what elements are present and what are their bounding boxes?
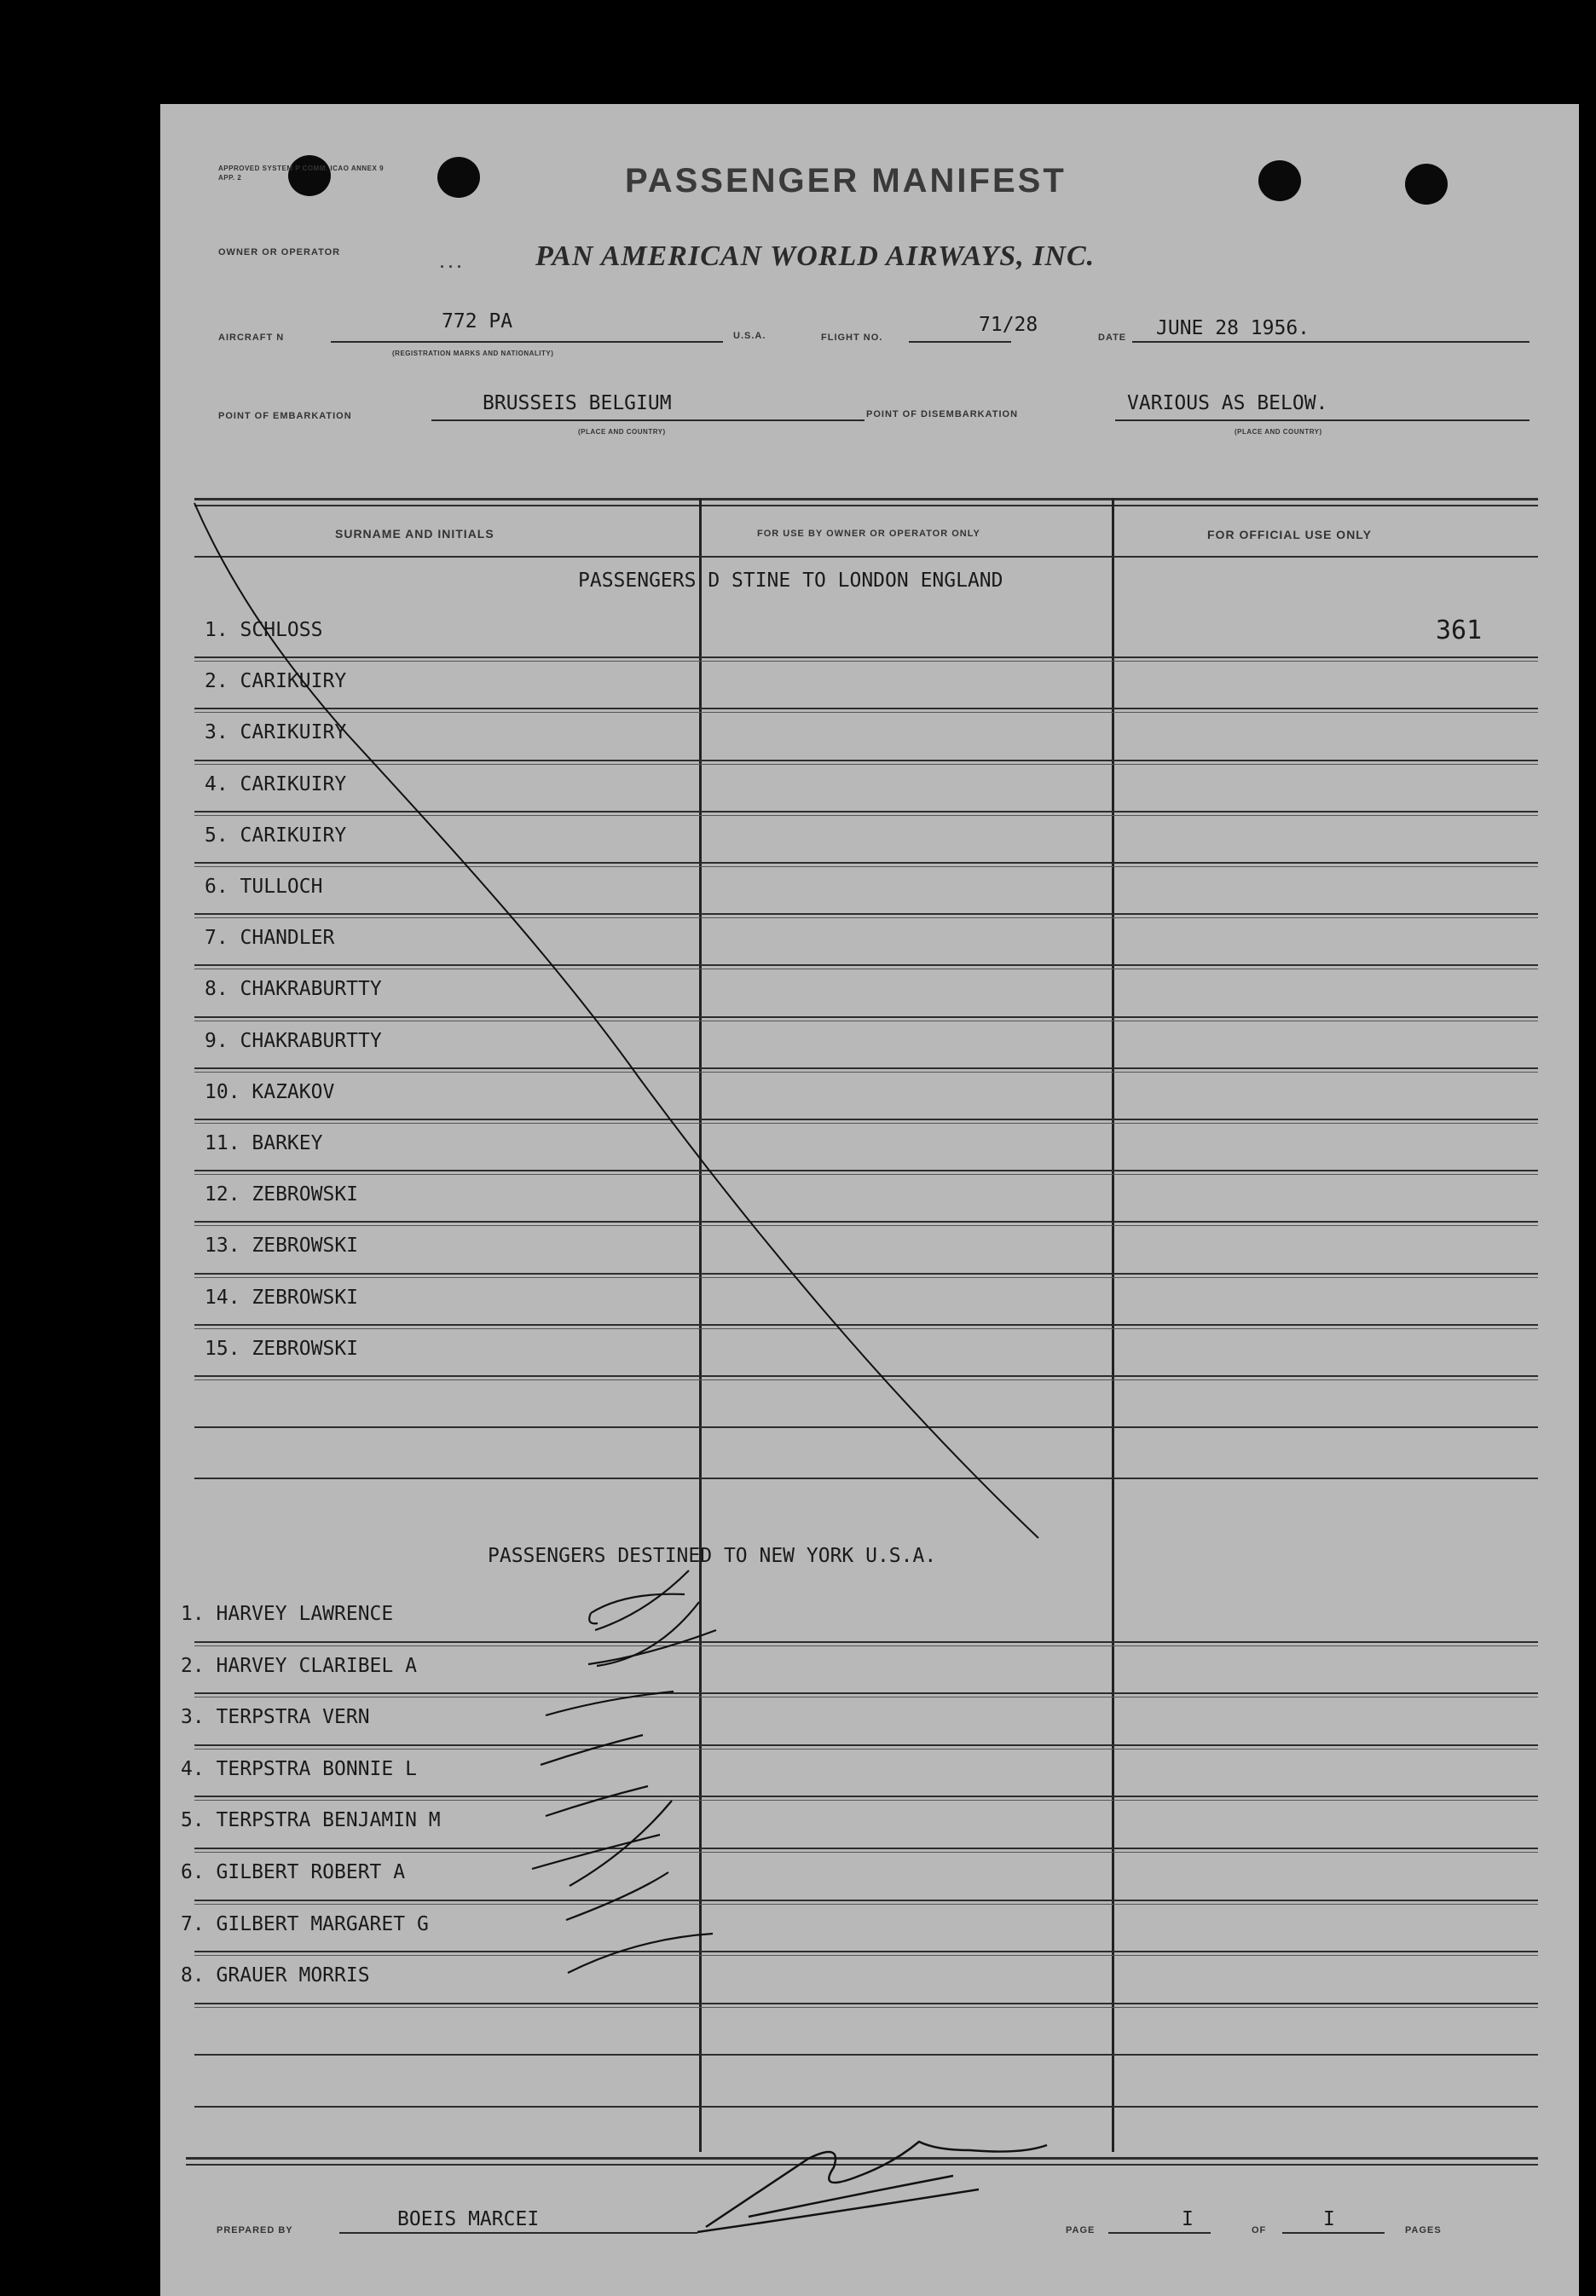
flight-value: 71/28 — [979, 314, 1038, 336]
approval-text: APPROVED SYSTEM P COMM. ICAO ANNEX 9 APP. 2 — [218, 165, 385, 182]
date-value: JUNE 28 1956. — [1156, 317, 1310, 339]
manifest-sheet — [160, 104, 1579, 2296]
passenger-name: 5. TERPSTRA BENJAMIN M — [181, 1809, 441, 1832]
passenger-name: 4. TERPSTRA BONNIE L — [181, 1757, 417, 1780]
aircraft-label: AIRCRAFT N — [218, 333, 285, 343]
aircraft-value: 772 PA — [442, 310, 513, 333]
passenger-name: 8. GRAUER MORRIS — [181, 1964, 370, 1987]
passenger-name: 12. ZEBROWSKI — [205, 1183, 359, 1206]
passenger-name: 3. TERPSTRA VERN — [181, 1706, 370, 1729]
disembarkation-label: POINT OF DISEMBARKATION — [866, 409, 1019, 419]
passenger-name: 7. GILBERT MARGARET G — [181, 1912, 429, 1935]
passenger-name: 13. ZEBROWSKI — [205, 1235, 359, 1258]
annotation-marks — [160, 104, 1579, 2296]
section-title-london: PASSENGERS D STINE TO LONDON ENGLAND — [578, 570, 1003, 592]
prepared-label: PREPARED BY — [217, 2225, 293, 2235]
passenger-name: 3. CARIKUIRY — [205, 721, 347, 744]
date-label: DATE — [1098, 333, 1127, 343]
col-header-official: FOR OFFICIAL USE ONLY — [1207, 528, 1372, 541]
passenger-name: 11. BARKEY — [205, 1132, 323, 1154]
embarkation-label: POINT OF EMBARKATION — [218, 411, 352, 421]
passenger-name: 4. CARIKUIRY — [205, 772, 347, 795]
passenger-name: 2. CARIKUIRY — [205, 670, 347, 693]
pages-value: I — [1323, 2208, 1335, 2230]
prepared-value: BOEIS MARCEI — [397, 2208, 540, 2230]
pages-label: PAGES — [1405, 2225, 1442, 2235]
passenger-name: 1. HARVEY LAWRENCE — [181, 1603, 394, 1625]
embarkation-value: BRUSSEIS BELGIUM — [483, 392, 672, 414]
official-note: 361 — [1436, 616, 1483, 645]
disembarkation-value: VARIOUS AS BELOW. — [1127, 392, 1328, 414]
passenger-name: 14. ZEBROWSKI — [205, 1286, 359, 1309]
owner-label: OWNER OR OPERATOR — [218, 247, 341, 257]
of-label: OF — [1252, 2225, 1267, 2235]
passenger-name: 8. CHAKRABURTTY — [205, 978, 382, 1001]
usa-text: U.S.A. — [733, 331, 766, 341]
col-header-surname: SURNAME AND INITIALS — [335, 527, 494, 541]
disembarkation-caption: (PLACE AND COUNTRY) — [1235, 428, 1322, 436]
page-label: PAGE — [1066, 2225, 1096, 2235]
passenger-name: 9. CHAKRABURTTY — [205, 1029, 382, 1052]
owner-dots: . . . — [440, 254, 462, 271]
passenger-name: 7. CHANDLER — [205, 927, 335, 950]
passenger-name: 6. GILBERT ROBERT A — [181, 1861, 406, 1883]
embarkation-caption: (PLACE AND COUNTRY) — [578, 428, 666, 436]
col-header-operator: FOR USE BY OWNER OR OPERATOR ONLY — [757, 529, 980, 539]
manifest-title: PASSENGER MANIFEST — [625, 162, 1067, 200]
registration-caption: (REGISTRATION MARKS AND NATIONALITY) — [392, 350, 554, 357]
page-value: I — [1182, 2208, 1194, 2230]
passenger-name: 10. KAZAKOV — [205, 1080, 335, 1103]
passenger-name: 1. SCHLOSS — [205, 619, 323, 641]
passenger-name: 6. TULLOCH — [205, 876, 323, 898]
owner-value: PAN AMERICAN WORLD AIRWAYS, INC. — [535, 240, 1096, 272]
section-title-newyork: PASSENGERS DESTINED TO NEW YORK U.S.A. — [488, 1545, 937, 1567]
passenger-name: 15. ZEBROWSKI — [205, 1337, 359, 1360]
passenger-name: 5. CARIKUIRY — [205, 824, 347, 847]
flight-label: FLIGHT NO. — [821, 333, 883, 343]
passenger-name: 2. HARVEY CLARIBEL A — [181, 1654, 417, 1677]
